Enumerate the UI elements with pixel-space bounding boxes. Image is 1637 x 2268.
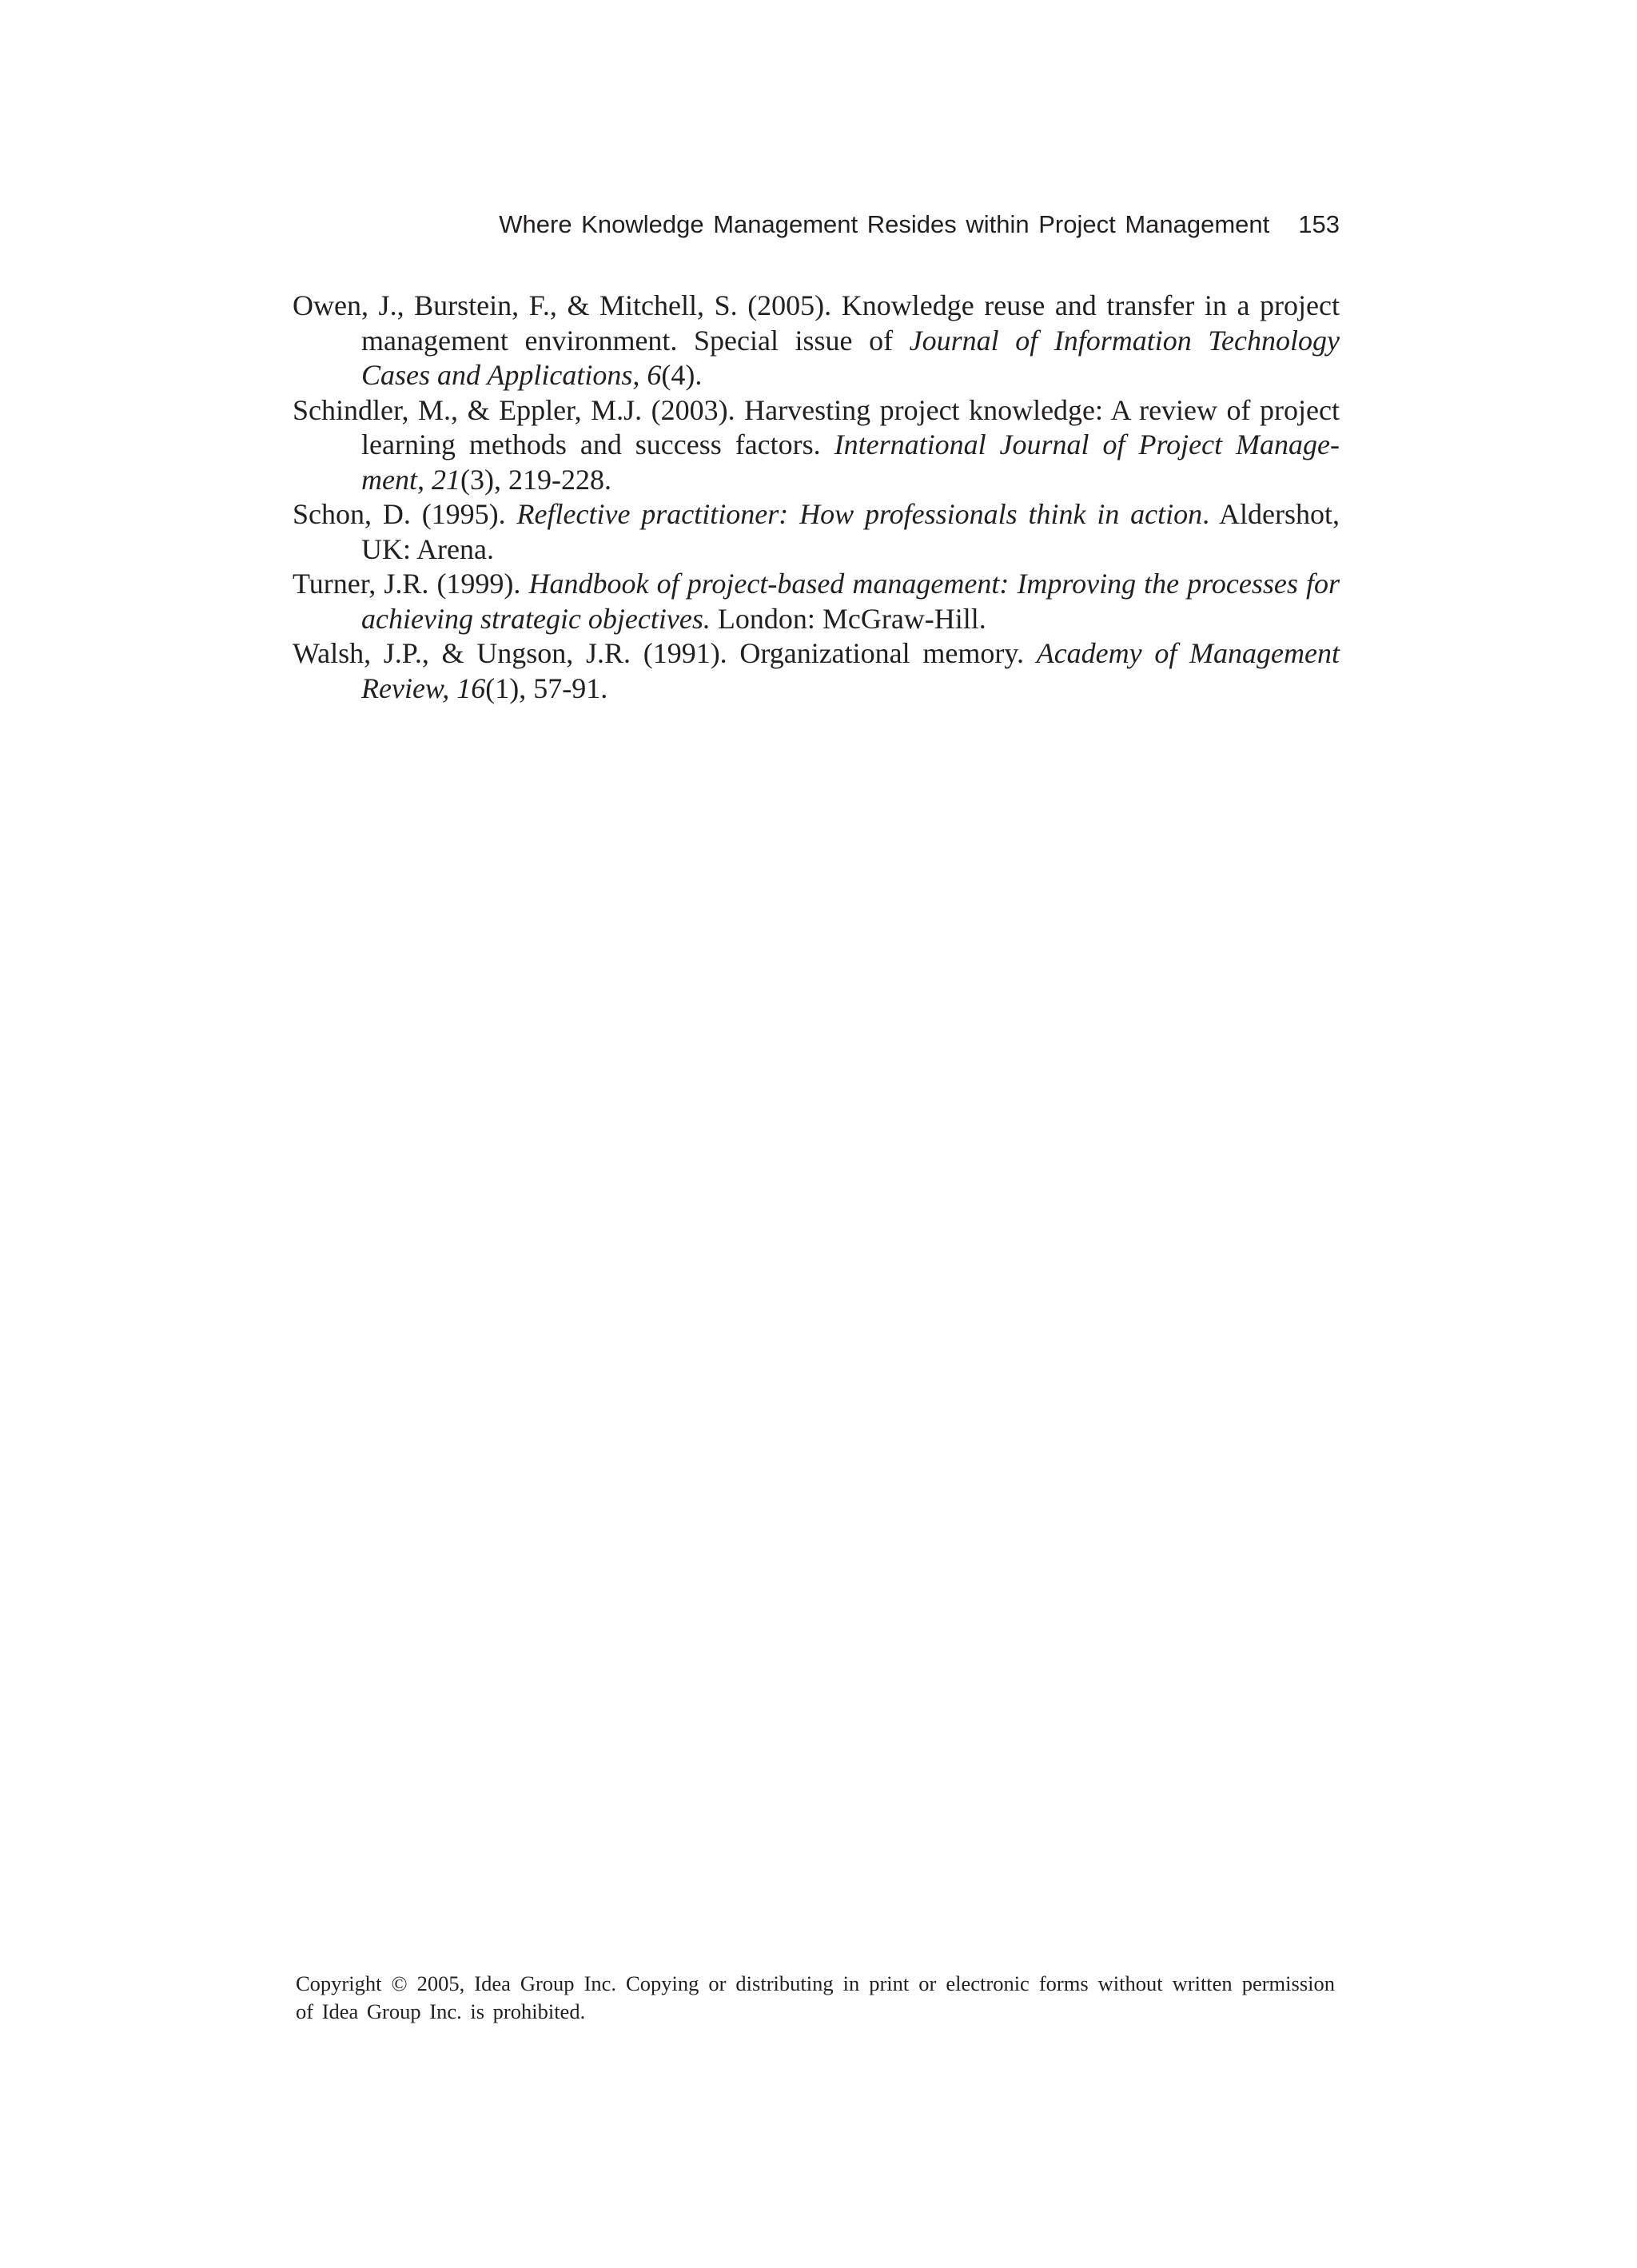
reference-entry (293, 567, 1340, 636)
reference-entry (293, 289, 1340, 393)
reference-details: (1), 57-91. (485, 672, 608, 704)
reference-entry (293, 636, 1340, 706)
reference-source-title: International Journal of Project Manage-ment, 21 (361, 428, 1340, 496)
reference-source-title: Handbook of project-based management: Improving the processes for achieving strategic objectives. (361, 568, 1340, 635)
reference-text: Owen, J., Burstein, F., & Mitchell, S. (2005). Knowledge reuse and transfer in a project management environment. Special issue of (293, 289, 1340, 357)
running-head (293, 206, 1340, 243)
reference-details: (4). (661, 359, 703, 391)
page-number: 153 (1298, 210, 1340, 238)
running-title: Where Knowledge Management Resides within Project Management (499, 210, 1270, 238)
reference-text: Turner, J.R. (1999). (293, 568, 529, 600)
reference-source-title: Journal of Information Technology Cases and Applications, 6 (361, 324, 1340, 391)
reference-source-title: Reflective practitioner: How professionals think in action (516, 498, 1203, 530)
reference-text: Schindler, M., & Eppler, M.J. (2003). Harvesting project knowledge: A review of project learning methods and success factors. (293, 393, 1340, 460)
reference-source-title: Academy of Management Review, 16 (361, 637, 1340, 704)
copyright-notice: Copyright © 2005, Idea Group Inc. Copying or distributing in print or electronic forms without written permission of Idea Group Inc. is prohibited. (296, 1971, 1335, 2023)
reference-entry (293, 497, 1340, 567)
reference-details: (3), 219-228. (460, 463, 611, 496)
reference-entry (293, 393, 1340, 498)
reference-text: Walsh, J.P., & Ungson, J.R. (1991). Organizational memory. (293, 637, 1037, 669)
reference-details: London: McGraw-Hill. (710, 602, 986, 635)
reference-details: . Aldershot, UK: Arena. (361, 498, 1340, 565)
reference-text: Schon, D. (1995). (293, 498, 517, 530)
reference-list (293, 289, 1340, 706)
